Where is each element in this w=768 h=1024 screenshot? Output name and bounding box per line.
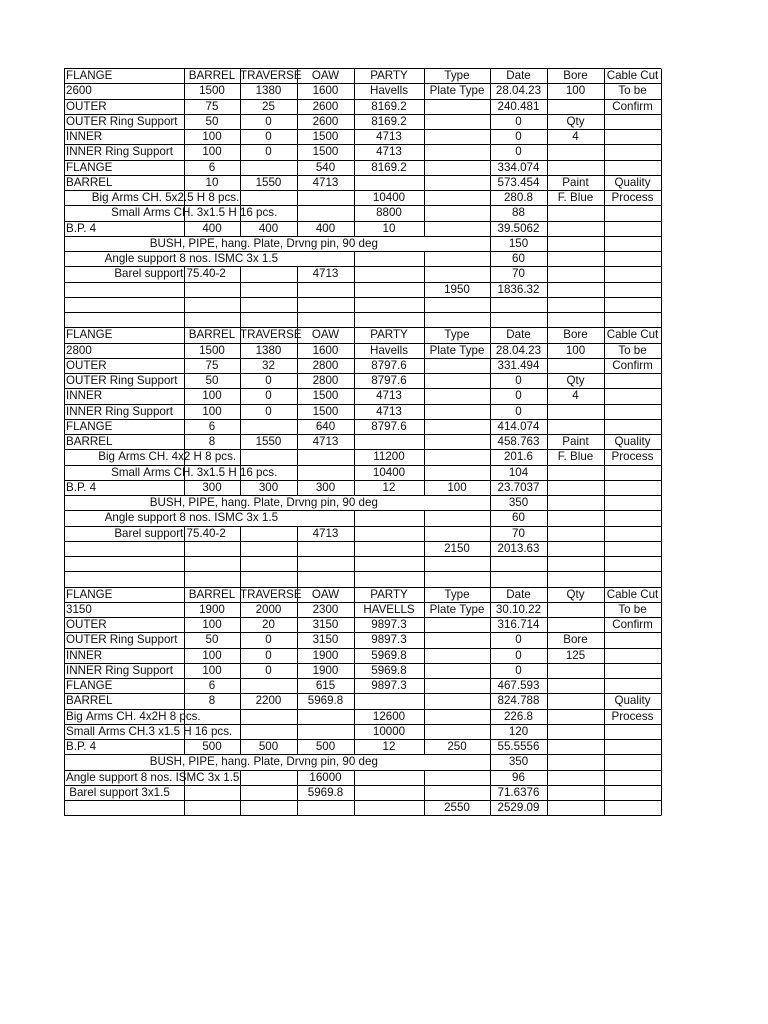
cell-s0-r0-c8[interactable]: Cable Cut xyxy=(606,69,659,82)
cell-s2-r7-c3[interactable]: 5969.8 xyxy=(307,694,344,708)
cell-s0-r5-c4[interactable]: 4713 xyxy=(376,145,402,159)
cell-s2-r3-c0[interactable]: OUTER Ring Support xyxy=(66,633,178,647)
cell-s2-r4-c0[interactable]: INNER xyxy=(66,648,103,662)
cell-s1-r1-c3[interactable]: 1600 xyxy=(312,343,339,357)
cell-s1-r2-c1[interactable]: 75 xyxy=(205,358,219,372)
cell-s1-r6-c1[interactable]: 6 xyxy=(208,419,216,433)
cell-s0-r2-c6[interactable]: 240.481 xyxy=(497,99,540,113)
cell-s0-r8-c7[interactable]: F. Blue xyxy=(557,191,594,204)
cell-s1-r3-c6[interactable]: 0 xyxy=(515,374,522,387)
cell-s0-r0-c0[interactable]: FLANGE xyxy=(66,69,113,82)
cell-s0-r3-c4[interactable]: 8169.2 xyxy=(371,114,407,128)
cell-s1-r10-c6[interactable]: 23.7037 xyxy=(497,480,540,494)
cell-s0-r0-c1[interactable]: BARREL xyxy=(188,69,236,82)
cell-s1-r13-c0[interactable]: Barel support 75.40-2 xyxy=(66,526,226,540)
cell-s0-r3-c3[interactable]: 2600 xyxy=(312,114,339,128)
cell-s1-r5-c2[interactable]: 0 xyxy=(265,404,272,418)
cell-s1-r2-c8[interactable]: Confirm xyxy=(612,358,653,372)
cell-s1-r7-c6[interactable]: 458.763 xyxy=(497,435,540,448)
cell-s2-r2-c4[interactable]: 9897.3 xyxy=(371,618,407,631)
cell-s0-r8-c4[interactable]: 10400 xyxy=(372,191,406,204)
cell-s1-r1-c6[interactable]: 28.04.23 xyxy=(495,343,542,357)
cell-s0-r7-c0[interactable]: BARREL xyxy=(66,175,113,189)
cell-s0-r7-c6[interactable]: 573.454 xyxy=(497,175,540,189)
cell-s2-r0-c3[interactable]: OAW xyxy=(311,587,340,601)
cell-s0-r4-c1[interactable]: 100 xyxy=(202,130,222,143)
cell-s2-r10-c6[interactable]: 55.5556 xyxy=(497,740,540,753)
cell-s2-r3-c2[interactable]: 0 xyxy=(265,633,272,647)
cell-s1-r0-c0[interactable]: FLANGE xyxy=(66,328,113,342)
cell-s2-r10-c5[interactable]: 250 xyxy=(447,740,467,753)
cell-s0-r6-c4[interactable]: 8169.2 xyxy=(371,160,407,174)
cell-s0-r13-c6[interactable]: 70 xyxy=(512,267,525,281)
cell-s0-r0-c2[interactable]: TRAVERSE xyxy=(240,69,302,82)
cell-s0-r1-c2[interactable]: 1380 xyxy=(255,84,282,98)
cell-s2-r11-c6[interactable]: 350 xyxy=(508,755,529,769)
cell-s2-r0-c7[interactable]: Qty xyxy=(566,587,585,601)
cell-s1-r1-c0[interactable]: 2800 xyxy=(66,343,92,357)
cell-s0-r10-c0[interactable]: B.P. 4 xyxy=(66,221,97,235)
cell-s2-r1-c8[interactable]: To be xyxy=(618,602,647,616)
cell-s2-r4-c4[interactable]: 5969.8 xyxy=(371,648,407,662)
cell-s0-r4-c7[interactable]: 4 xyxy=(572,130,579,143)
cell-s2-r9-c6[interactable]: 120 xyxy=(508,724,529,738)
cell-s1-r3-c7[interactable]: Qty xyxy=(566,374,585,387)
cell-s0-r12-c6[interactable]: 60 xyxy=(512,252,525,265)
cell-s2-r8-c6[interactable]: 226.8 xyxy=(503,709,533,723)
cell-s1-r7-c2[interactable]: 1550 xyxy=(255,435,282,448)
cell-s2-r10-c1[interactable]: 500 xyxy=(202,740,222,753)
cell-s1-r1-c5[interactable]: Plate Type xyxy=(429,343,485,357)
cell-s1-r4-c0[interactable]: INNER xyxy=(66,389,103,403)
cell-s2-r3-c4[interactable]: 9897.3 xyxy=(371,633,407,647)
cell-s0-r6-c1[interactable]: 6 xyxy=(208,160,216,174)
cell-s2-r1-c4[interactable]: HAVELLS xyxy=(363,602,415,616)
cell-s2-r2-c1[interactable]: 100 xyxy=(202,618,222,631)
cell-s1-r13-c3[interactable]: 4713 xyxy=(312,526,339,540)
cell-s0-r4-c0[interactable]: INNER xyxy=(66,130,103,143)
cell-s2-r13-c6[interactable]: 71.6376 xyxy=(497,785,540,799)
cell-s0-r11-c6[interactable]: 150 xyxy=(508,236,529,250)
cell-s0-r3-c0[interactable]: OUTER Ring Support xyxy=(66,114,178,128)
cell-s0-r9-c6[interactable]: 88 xyxy=(512,206,525,220)
cell-s2-r7-c6[interactable]: 824.788 xyxy=(497,694,540,708)
cell-s0-r10-c4[interactable]: 10 xyxy=(382,221,396,235)
cell-s1-r2-c3[interactable]: 2800 xyxy=(312,358,339,372)
cell-s2-r3-c7[interactable]: Bore xyxy=(563,633,588,647)
cell-s1-r6-c3[interactable]: 640 xyxy=(315,419,336,433)
cell-s2-r14-c5[interactable]: 2550 xyxy=(444,801,470,814)
cell-s2-r6-c6[interactable]: 467.593 xyxy=(497,679,540,692)
cell-s0-r3-c6[interactable]: 0 xyxy=(515,114,522,128)
cell-s2-r6-c4[interactable]: 9897.3 xyxy=(371,679,407,692)
cell-s0-r5-c0[interactable]: INNER Ring Support xyxy=(66,145,173,159)
cell-s1-r0-c1[interactable]: BARREL xyxy=(188,328,236,342)
cell-s1-r6-c6[interactable]: 414.074 xyxy=(497,419,540,433)
cell-s0-r14-c6[interactable]: 1836.32 xyxy=(497,282,540,296)
cell-s0-r1-c7[interactable]: 100 xyxy=(565,84,586,98)
cell-s0-r6-c6[interactable]: 334.074 xyxy=(497,160,540,174)
cell-s1-r5-c4[interactable]: 4713 xyxy=(376,404,402,418)
cell-s0-r2-c3[interactable]: 2600 xyxy=(312,99,339,113)
cell-s2-r8-c8[interactable]: Process xyxy=(611,709,654,723)
cell-s1-r3-c1[interactable]: 50 xyxy=(205,374,219,387)
cell-s0-r4-c4[interactable]: 4713 xyxy=(376,130,402,143)
cell-s2-r4-c3[interactable]: 1900 xyxy=(312,648,339,662)
cell-s1-r11-c6[interactable]: 350 xyxy=(508,496,529,509)
cell-s2-r0-c0[interactable]: FLANGE xyxy=(66,587,113,601)
cell-s2-r4-c2[interactable]: 0 xyxy=(265,648,272,662)
cell-s1-r14-c6[interactable]: 2013.63 xyxy=(497,541,540,555)
cell-s2-r4-c7[interactable]: 125 xyxy=(565,648,586,662)
cell-s0-r1-c5[interactable]: Plate Type xyxy=(429,84,485,98)
cell-s0-r0-c6[interactable]: Date xyxy=(506,69,531,82)
cell-s0-r0-c3[interactable]: OAW xyxy=(311,69,340,82)
cell-s0-r2-c2[interactable]: 25 xyxy=(262,99,275,113)
cell-s2-r9-c4[interactable]: 10000 xyxy=(372,724,406,738)
cell-s1-r4-c3[interactable]: 1500 xyxy=(312,389,339,403)
cell-s0-r9-c4[interactable]: 8800 xyxy=(376,206,402,220)
cell-s1-r10-c1[interactable]: 300 xyxy=(202,480,222,494)
cell-s1-r3-c2[interactable]: 0 xyxy=(265,374,272,387)
cell-s2-r5-c3[interactable]: 1900 xyxy=(312,663,339,677)
cell-s2-r1-c5[interactable]: Plate Type xyxy=(429,602,485,616)
cell-s0-r13-c0[interactable]: Barel support 75.40-2 xyxy=(66,267,226,281)
cell-s2-r2-c6[interactable]: 316.714 xyxy=(497,618,540,631)
cell-s0-r4-c3[interactable]: 1500 xyxy=(312,130,339,143)
cell-s0-r7-c8[interactable]: Quality xyxy=(614,175,651,189)
cell-s0-r1-c3[interactable]: 1600 xyxy=(312,84,339,98)
cell-s0-r1-c0[interactable]: 2600 xyxy=(66,84,92,98)
cell-s1-r0-c6[interactable]: Date xyxy=(506,328,531,342)
cell-s2-r10-c3[interactable]: 500 xyxy=(315,740,336,753)
cell-s2-r6-c1[interactable]: 6 xyxy=(208,679,216,692)
cell-s0-r1-c8[interactable]: To be xyxy=(618,84,647,98)
cell-s2-r8-c4[interactable]: 12600 xyxy=(372,709,406,723)
cell-s0-r14-c5[interactable]: 1950 xyxy=(444,282,470,296)
cell-s1-r3-c4[interactable]: 8797.6 xyxy=(371,374,407,387)
cell-s0-r11-c0[interactable]: BUSH, PIPE, hang. Plate, Drvng pin, 90 deg xyxy=(66,236,378,250)
cell-s2-r7-c1[interactable]: 8 xyxy=(208,694,216,708)
cell-s2-r1-c6[interactable]: 30.10.22 xyxy=(495,602,542,616)
cell-s2-r5-c0[interactable]: INNER Ring Support xyxy=(66,663,173,677)
cell-s1-r5-c1[interactable]: 100 xyxy=(202,404,222,418)
cell-s0-r2-c8[interactable]: Confirm xyxy=(612,99,653,113)
cell-s0-r4-c6[interactable]: 0 xyxy=(515,130,522,143)
cell-s2-r2-c0[interactable]: OUTER xyxy=(66,618,107,631)
cell-s1-r3-c0[interactable]: OUTER Ring Support xyxy=(66,374,178,387)
cell-s1-r10-c4[interactable]: 12 xyxy=(382,480,396,494)
cell-s1-r2-c4[interactable]: 8797.6 xyxy=(371,358,407,372)
cell-s1-r8-c6[interactable]: 201.6 xyxy=(503,450,533,464)
cell-s1-r10-c2[interactable]: 300 xyxy=(258,480,279,494)
cell-s1-r2-c6[interactable]: 331.494 xyxy=(497,358,540,372)
cell-s1-r0-c4[interactable]: PARTY xyxy=(370,328,408,342)
cell-s1-r7-c1[interactable]: 8 xyxy=(208,435,216,448)
cell-s1-r2-c0[interactable]: OUTER xyxy=(66,358,107,372)
cell-s2-r0-c6[interactable]: Date xyxy=(506,587,531,601)
cell-s0-r10-c2[interactable]: 400 xyxy=(258,221,279,235)
cell-s2-r13-c0[interactable]: Barel support 3x1.5 xyxy=(66,785,170,799)
cell-s2-r1-c2[interactable]: 2000 xyxy=(255,602,282,616)
cell-s2-r13-c3[interactable]: 5969.8 xyxy=(307,785,344,799)
cell-s1-r13-c6[interactable]: 70 xyxy=(512,526,525,540)
cell-s1-r0-c8[interactable]: Cable Cut xyxy=(606,328,659,342)
cell-s1-r7-c8[interactable]: Quality xyxy=(614,435,651,448)
cell-s1-r6-c0[interactable]: FLANGE xyxy=(66,419,113,433)
cell-s0-r7-c1[interactable]: 10 xyxy=(205,175,219,189)
cell-s0-r7-c3[interactable]: 4713 xyxy=(312,175,339,189)
cell-s0-r8-c0[interactable]: Big Arms CH. 5x2.5 H 8 pcs. xyxy=(66,191,240,204)
cell-s0-r12-c0[interactable]: Angle support 8 nos. ISMC 3x 1.5 xyxy=(66,252,279,265)
cell-s2-r12-c0[interactable]: Angle support 8 nos. ISMC 3x 1.5 xyxy=(66,770,240,784)
cell-s0-r8-c6[interactable]: 280.8 xyxy=(503,191,533,204)
cell-s0-r2-c1[interactable]: 75 xyxy=(205,99,219,113)
cell-s2-r0-c5[interactable]: Type xyxy=(444,587,470,601)
cell-s1-r4-c7[interactable]: 4 xyxy=(572,389,579,403)
cell-s0-r8-c8[interactable]: Process xyxy=(611,191,654,204)
cell-s1-r10-c3[interactable]: 300 xyxy=(315,480,336,494)
cell-s0-r5-c1[interactable]: 100 xyxy=(202,145,222,159)
cell-s1-r0-c3[interactable]: OAW xyxy=(311,328,340,342)
cell-s1-r1-c4[interactable]: Havells xyxy=(369,343,408,357)
cell-s0-r5-c3[interactable]: 1500 xyxy=(312,145,339,159)
cell-s1-r9-c4[interactable]: 10400 xyxy=(372,465,406,479)
cell-s1-r4-c6[interactable]: 0 xyxy=(515,389,522,403)
cell-s0-r7-c2[interactable]: 1550 xyxy=(255,175,282,189)
cell-s1-r0-c2[interactable]: TRAVERSE xyxy=(240,328,302,342)
cell-s2-r2-c3[interactable]: 3150 xyxy=(312,618,339,631)
cell-s2-r10-c0[interactable]: B.P. 4 xyxy=(66,740,97,753)
cell-s1-r0-c5[interactable]: Type xyxy=(444,328,470,342)
cell-s0-r1-c1[interactable]: 1500 xyxy=(199,84,225,98)
cell-s2-r3-c3[interactable]: 3150 xyxy=(312,633,339,647)
cell-s1-r9-c6[interactable]: 104 xyxy=(508,465,529,479)
cell-s2-r9-c0[interactable]: Small Arms CH.3 x1.5 H 16 pcs. xyxy=(66,724,233,738)
cell-s2-r5-c1[interactable]: 100 xyxy=(202,663,222,677)
cell-s2-r11-c0[interactable]: BUSH, PIPE, hang. Plate, Drvng pin, 90 deg xyxy=(66,755,378,769)
cell-s2-r10-c4[interactable]: 12 xyxy=(382,740,396,753)
cell-s2-r6-c0[interactable]: FLANGE xyxy=(66,679,113,692)
cell-s0-r1-c4[interactable]: Havells xyxy=(369,84,408,98)
cell-s2-r4-c6[interactable]: 0 xyxy=(515,648,522,662)
cell-s1-r14-c5[interactable]: 2150 xyxy=(444,541,470,555)
cell-s1-r7-c0[interactable]: BARREL xyxy=(66,435,113,448)
cell-s2-r5-c6[interactable]: 0 xyxy=(515,663,522,677)
cell-s1-r9-c0[interactable]: Small Arms CH. 3x1.5 H 16 pcs. xyxy=(66,465,278,479)
cell-s1-r10-c5[interactable]: 100 xyxy=(447,480,467,494)
cell-s0-r7-c7[interactable]: Paint xyxy=(562,175,589,189)
cell-s1-r1-c7[interactable]: 100 xyxy=(565,343,586,357)
cell-s0-r10-c6[interactable]: 39.5062 xyxy=(497,221,540,235)
cell-s2-r1-c0[interactable]: 3150 xyxy=(66,602,92,616)
cell-s2-r12-c6[interactable]: 96 xyxy=(512,770,525,784)
cell-s0-r2-c0[interactable]: OUTER xyxy=(66,99,107,113)
cell-s0-r5-c6[interactable]: 0 xyxy=(515,145,522,159)
cell-s0-r6-c3[interactable]: 540 xyxy=(315,160,336,174)
cell-s1-r0-c7[interactable]: Bore xyxy=(563,328,588,342)
cell-s1-r5-c3[interactable]: 1500 xyxy=(312,404,339,418)
cell-s1-r4-c2[interactable]: 0 xyxy=(265,389,272,403)
cell-s1-r10-c0[interactable]: B.P. 4 xyxy=(66,480,97,494)
cell-s2-r6-c3[interactable]: 615 xyxy=(315,679,336,692)
cell-s2-r7-c0[interactable]: BARREL xyxy=(66,694,113,708)
cell-s0-r13-c3[interactable]: 4713 xyxy=(312,267,339,281)
cell-s0-r5-c2[interactable]: 0 xyxy=(265,145,272,159)
cell-s0-r3-c2[interactable]: 0 xyxy=(265,114,272,128)
cell-s0-r1-c6[interactable]: 28.04.23 xyxy=(495,84,542,98)
cell-s2-r2-c8[interactable]: Confirm xyxy=(612,618,653,631)
cell-s1-r1-c8[interactable]: To be xyxy=(618,343,647,357)
cell-s1-r8-c8[interactable]: Process xyxy=(611,450,654,464)
cell-s1-r4-c1[interactable]: 100 xyxy=(202,389,222,403)
cell-s1-r1-c2[interactable]: 1380 xyxy=(255,343,282,357)
cell-s0-r0-c4[interactable]: PARTY xyxy=(370,69,408,82)
cell-s2-r8-c0[interactable]: Big Arms CH. 4x2H 8 pcs. xyxy=(66,709,201,723)
cell-s1-r8-c7[interactable]: F. Blue xyxy=(557,450,594,464)
cell-s2-r1-c1[interactable]: 1900 xyxy=(199,602,225,616)
cell-s2-r2-c2[interactable]: 20 xyxy=(262,618,275,631)
cell-s0-r3-c1[interactable]: 50 xyxy=(205,114,219,128)
cell-s2-r3-c6[interactable]: 0 xyxy=(515,633,522,647)
cell-s2-r4-c1[interactable]: 100 xyxy=(202,648,222,662)
cell-s2-r0-c2[interactable]: TRAVERSE xyxy=(240,587,302,601)
cell-s0-r10-c1[interactable]: 400 xyxy=(202,221,222,235)
cell-s2-r7-c2[interactable]: 2200 xyxy=(255,694,282,708)
cell-s0-r2-c4[interactable]: 8169.2 xyxy=(371,99,407,113)
cell-s1-r7-c3[interactable]: 4713 xyxy=(312,435,339,448)
spreadsheet xyxy=(64,68,661,814)
cell-s1-r7-c7[interactable]: Paint xyxy=(562,435,589,448)
cell-s0-r10-c3[interactable]: 400 xyxy=(315,221,336,235)
cell-s2-r3-c1[interactable]: 50 xyxy=(205,633,219,647)
cell-s1-r1-c1[interactable]: 1500 xyxy=(199,343,225,357)
cell-s0-r0-c7[interactable]: Bore xyxy=(563,69,588,82)
cell-s1-r8-c4[interactable]: 11200 xyxy=(373,450,405,464)
cell-s1-r6-c4[interactable]: 8797.6 xyxy=(371,419,407,433)
cell-s2-r5-c4[interactable]: 5969.8 xyxy=(371,663,407,677)
cell-s1-r11-c0[interactable]: BUSH, PIPE, hang. Plate, Drvng pin, 90 deg xyxy=(66,496,378,509)
cell-s2-r14-c6[interactable]: 2529.09 xyxy=(497,801,540,814)
cell-s1-r4-c4[interactable]: 4713 xyxy=(376,389,402,403)
cell-s2-r7-c8[interactable]: Quality xyxy=(614,694,651,708)
cell-s1-r5-c0[interactable]: INNER Ring Support xyxy=(66,404,173,418)
cell-s1-r12-c0[interactable]: Angle support 8 nos. ISMC 3x 1.5 xyxy=(66,511,279,525)
cell-s1-r12-c6[interactable]: 60 xyxy=(512,511,525,525)
cell-s2-r1-c3[interactable]: 2300 xyxy=(312,602,339,616)
cell-s2-r10-c2[interactable]: 500 xyxy=(258,740,279,753)
cell-s0-r6-c0[interactable]: FLANGE xyxy=(66,160,113,174)
cell-s1-r8-c0[interactable]: Big Arms CH. 4x2 H 8 pcs. xyxy=(66,450,237,464)
cell-s2-r5-c2[interactable]: 0 xyxy=(265,663,272,677)
cell-s0-r4-c2[interactable]: 0 xyxy=(265,130,272,143)
cell-s1-r3-c3[interactable]: 2800 xyxy=(312,374,339,387)
cell-s0-r0-c5[interactable]: Type xyxy=(444,69,470,82)
cell-s2-r12-c3[interactable]: 16000 xyxy=(309,770,342,784)
cell-s0-r9-c0[interactable]: Small Arms CH. 3x1.5 H 16 pcs. xyxy=(66,206,278,220)
cell-s1-r5-c6[interactable]: 0 xyxy=(515,404,522,418)
cell-s2-r0-c1[interactable]: BARREL xyxy=(188,587,236,601)
cell-s2-r0-c4[interactable]: PARTY xyxy=(370,587,408,601)
cell-s0-r3-c7[interactable]: Qty xyxy=(566,114,585,128)
cell-s1-r2-c2[interactable]: 32 xyxy=(262,358,275,372)
cell-s2-r0-c8[interactable]: Cable Cut xyxy=(606,587,659,601)
